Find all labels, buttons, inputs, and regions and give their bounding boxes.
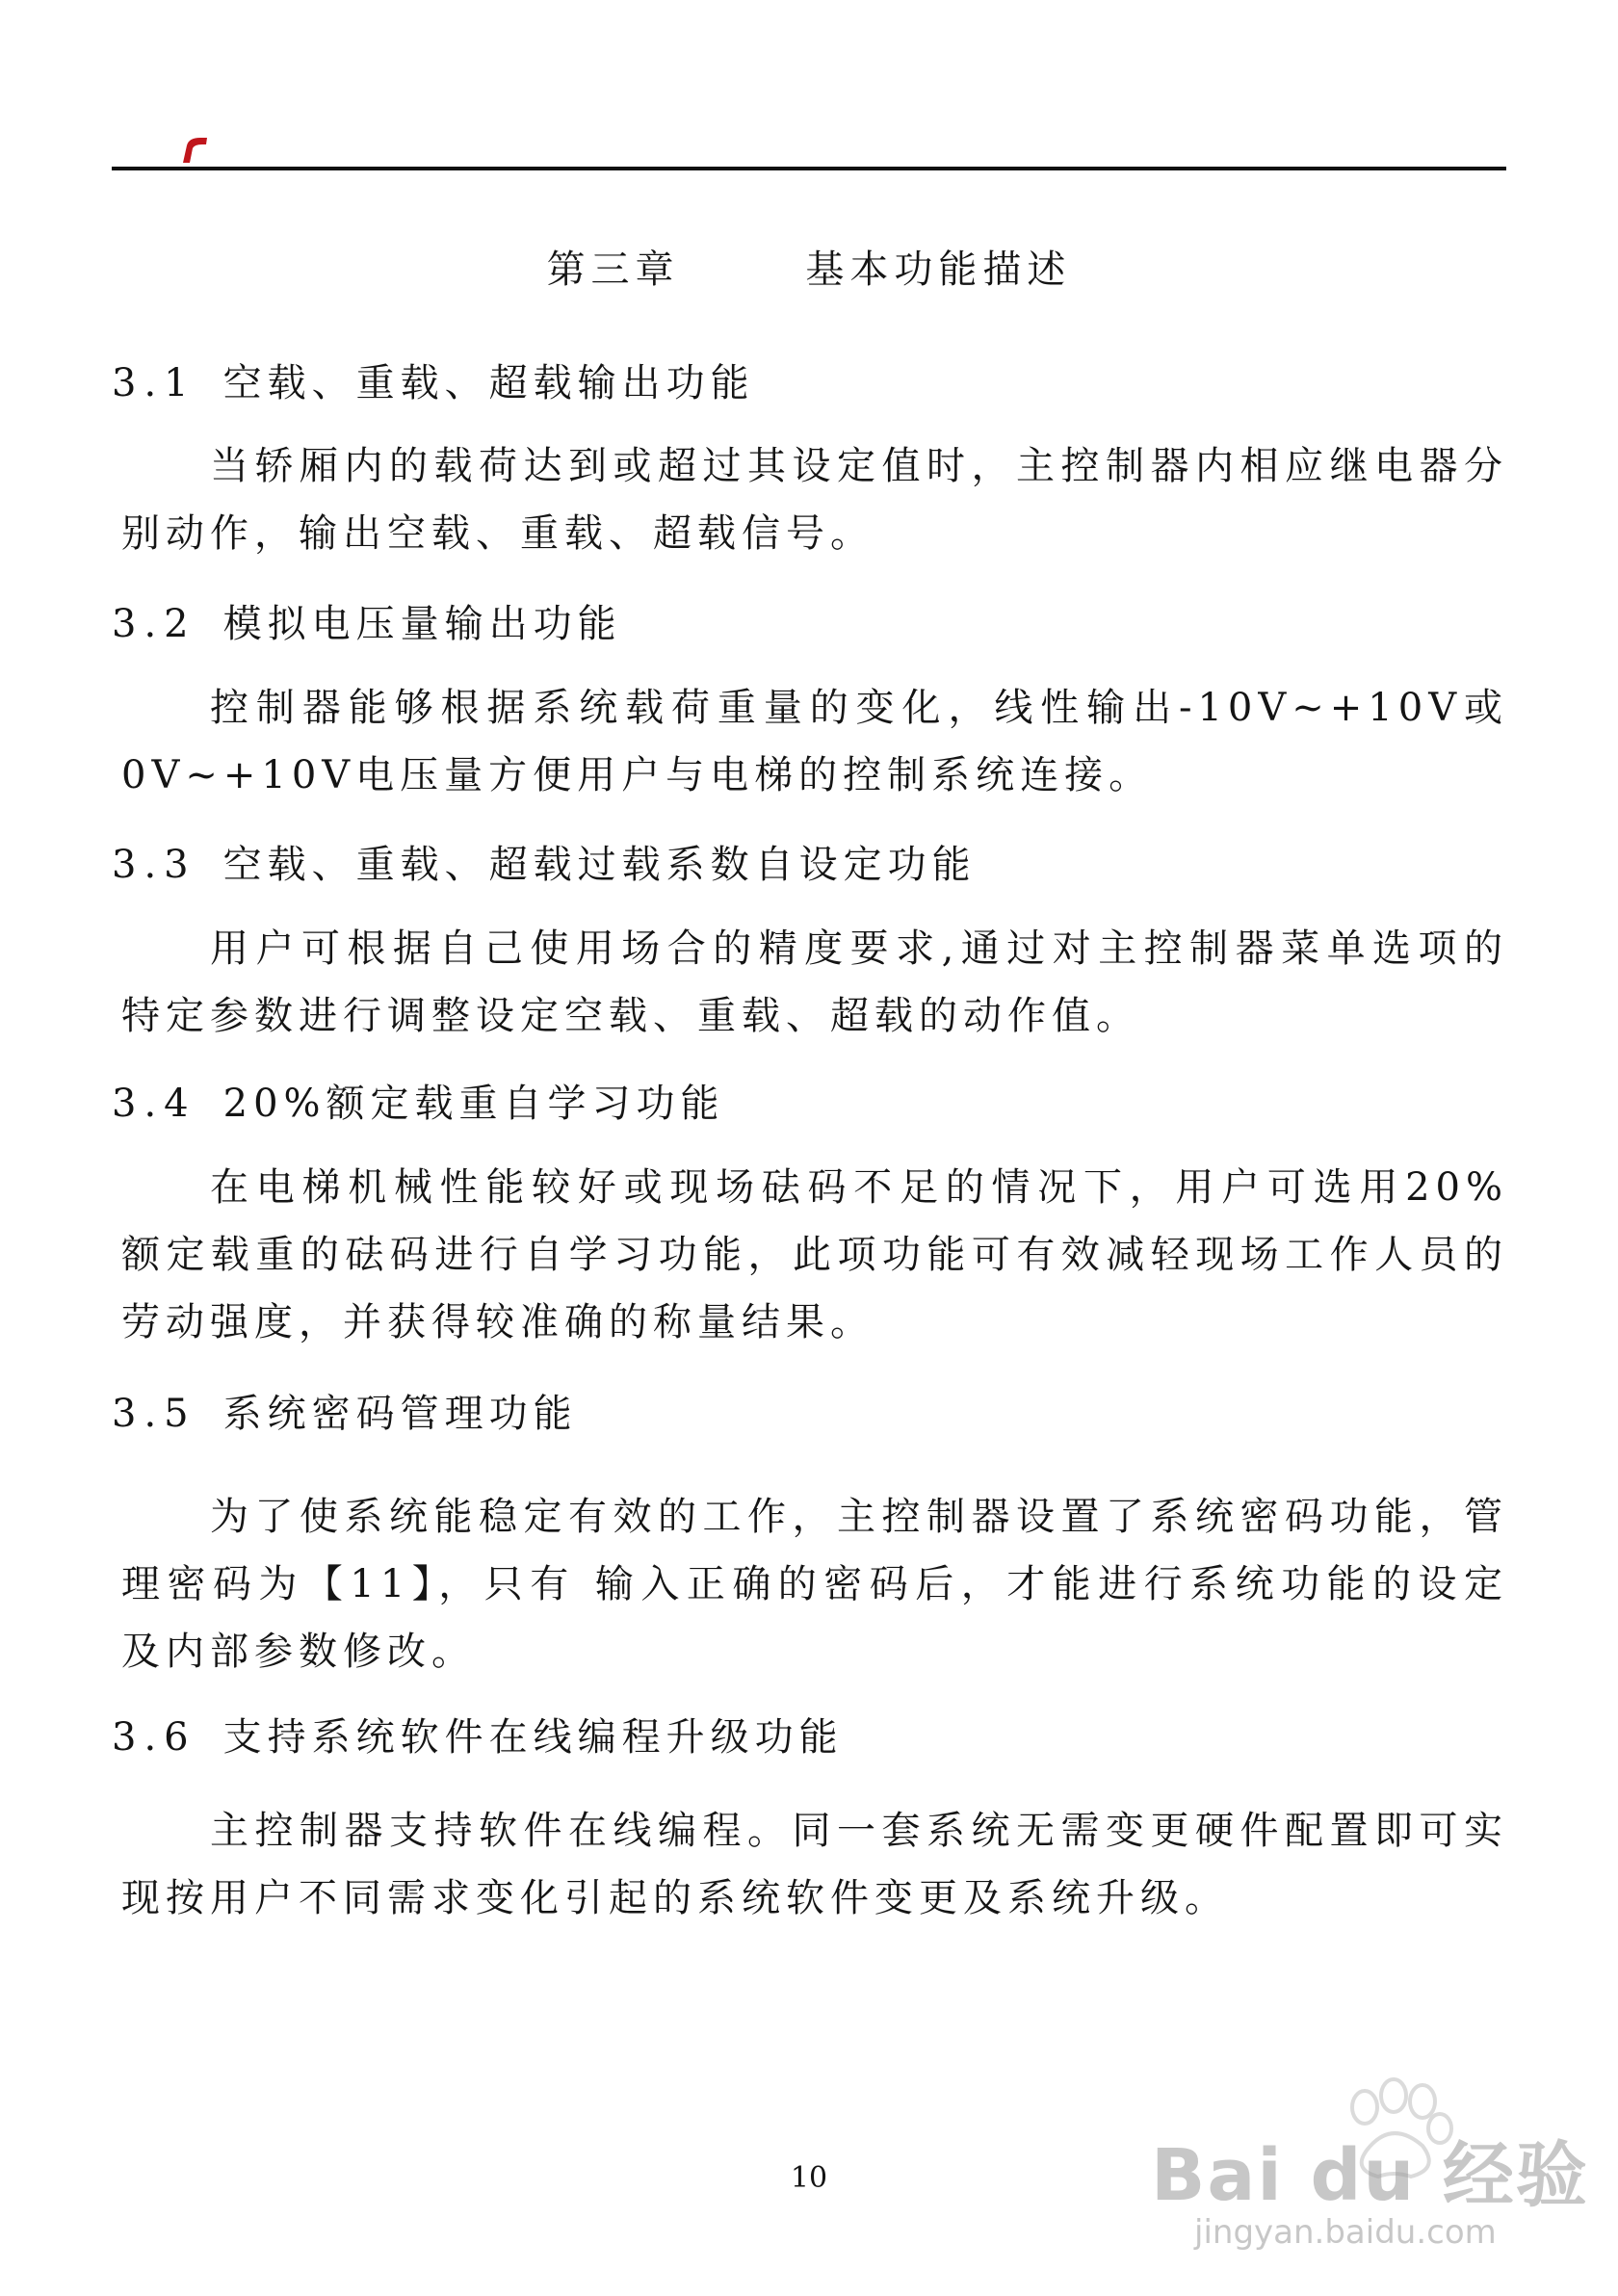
section-heading-3-6 [112,1715,844,1760]
watermark-brand: Bai du 经验 [1151,2134,1589,2217]
section-heading-3-1 [112,361,755,405]
section-title: 20%额定载重自学习功能 [222,1082,725,1126]
section-title: 模拟电压量输出功能 [222,602,622,646]
chapter-title: 第三章 基本功能描述 [546,248,1072,292]
section-title: 空载、重载、超载过载系数自设定功能 [222,843,977,887]
watermark-url: jingyan.baidu.com [1194,2213,1497,2252]
section-heading-3-3 [112,843,977,887]
brand-swoosh-icon [179,137,208,164]
section-heading-3-5 [112,1392,578,1436]
section-number: 3.3 [112,843,196,887]
section-body-3-4: 在电梯机械性能较好或现场砝码不足的情况下，用户可选用20%额定载重的砝码进行自学习功能，此项功能可有效减轻现场工作人员的劳动强度，并获得较准确的称量结果。 [121,1165,1508,1344]
section-heading-3-4 [112,1082,725,1126]
section-number: 3.4 [112,1082,196,1126]
section-title: 空载、重载、超载输出功能 [222,361,755,405]
section-number: 3.6 [112,1715,196,1760]
section-number: 3.5 [112,1392,196,1436]
section-title: 系统密码管理功能 [222,1392,578,1436]
section-body-3-2: 控制器能够根据系统载荷重量的变化，线性输出-10V~+10V或0V~+10V电压量方便用户与电梯的控制系统连接。 [121,686,1508,797]
section-body-3-5: 为了使系统能稳定有效的工作，主控制器设置了系统密码功能，管理密码为【11】，只有 输入正确的密码后，才能进行系统功能的设定及内部参数修改。 [121,1495,1508,1674]
section-number: 3.1 [112,361,196,405]
section-title: 支持系统软件在线编程升级功能 [222,1715,844,1760]
section-body-3-3: 用户可根据自己使用场合的精度要求,通过对主控制器菜单选项的特定参数进行调整设定空载、重载、超载的动作值。 [121,926,1508,1038]
section-body-3-6: 主控制器支持软件在线编程。同一套系统无需变更硬件配置即可实现按用户不同需求变化引起的系统软件变更及系统升级。 [121,1809,1508,1920]
header-rule [112,167,1506,170]
section-body-3-1: 当轿厢内的载荷达到或超过其设定值时，主控制器内相应继电器分别动作，输出空载、重载、超载信号。 [121,444,1508,556]
section-heading-3-2 [112,602,622,646]
section-number: 3.2 [112,602,196,646]
page-number: 10 [790,2161,828,2195]
